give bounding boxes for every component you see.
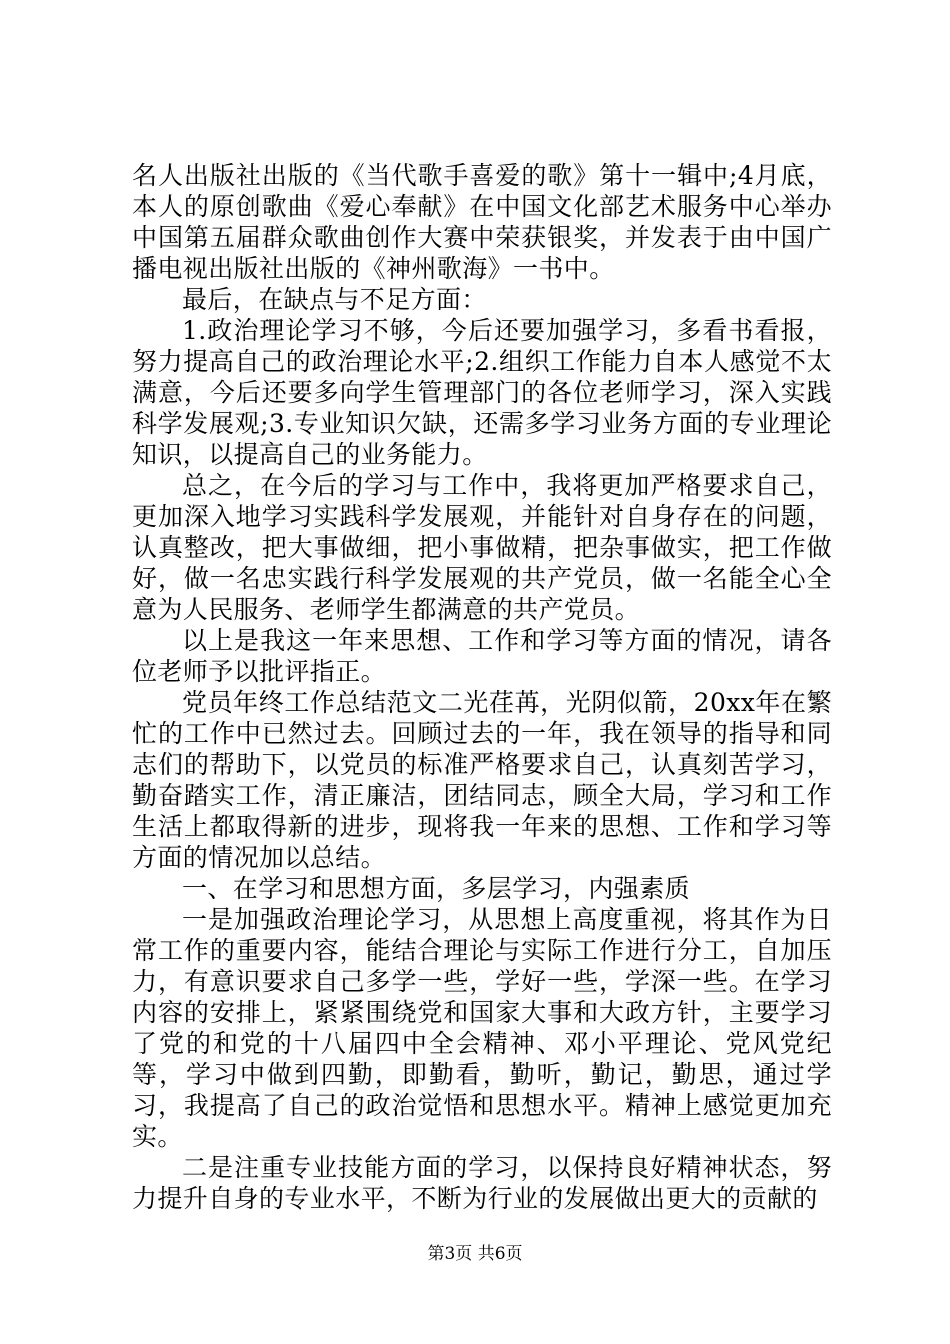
- paragraph-professional-skills: 二是注重专业技能方面的学习，以保持良好精神状态，努力提升自身的专业水平，不断为行业的发展做出更大的贡献的: [132, 1153, 832, 1213]
- document-body: [132, 160, 832, 1214]
- paragraph-shortcomings-list: 1.政治理论学习不够，今后还要加强学习，多看书看报，努力提高自己的政治理论水平;2.组织工作能力自本人感觉不太满意，今后还要多向学生管理部门的各位老师学习，深入实践科学发展观;3.专业知识欠缺，还需多学习业务方面的专业理论知识，以提高自己的业务能力。: [132, 316, 832, 469]
- paragraph-conclusion: 总之，在今后的学习与工作中，我将更加严格要求自己，更加深入地学习实践科学发展观，并能针对自身存在的问题，认真整改，把大事做细，把小事做精，把杂事做实，把工作做好，做一名忠实践行科学发展观的共产党员，做一名能全心全意为人民服务、老师学生都满意的共产党员。: [132, 471, 832, 624]
- section-heading-study-thought: 一、在学习和思想方面，多层学习，内强素质: [182, 874, 691, 903]
- page-number-footer: 第3页 共6页: [427, 1244, 523, 1264]
- paragraph-political-study: 一是加强政治理论学习，从思想上高度重视，将其作为日常工作的重要内容，能结合理论与实际工作进行分工，自加压力，有意识要求自己多学一些，学好一些，学深一些。在学习内容的安排上，紧紧围绕党和国家大事和大政方针，主要学习了党的和党的十八届四中全会精神、邓小平理论、党风党纪等，学习中做到四勤，即勤看，勤听，勤记，勤思，通过学习，我提高了自己的政治觉悟和思想水平。精神上感觉更加充实。: [132, 905, 832, 1151]
- paragraph-sample-two-intro: 党员年终工作总结范文二光荏苒，光阴似箭，20xx年在繁忙的工作中已然过去。回顾过去的一年，我在领导的指导和同志们的帮助下，以党员的标准严格要求自己，认真刻苦学习，勤奋踏实工作，清正廉洁，团结同志，顾全大局，学习和工作生活上都取得新的进步，现将我一年来的思想、工作和学习等方面的情况加以总结。: [132, 688, 832, 872]
- paragraph-continued-songs: 名人出版社出版的《当代歌手喜爱的歌》第十一辑中;4月底，本人的原创歌曲《爱心奉献》在中国文化部艺术服务中心举办中国第五届群众歌曲创作大赛中荣获银奖，并发表于由中国广播电视出版社出版的《神州歌海》一书中。: [132, 161, 832, 283]
- paragraph-closing-remark: 以上是我这一年来思想、工作和学习等方面的情况，请各位老师予以批评指正。: [132, 626, 832, 686]
- paragraph-shortcomings-heading: 最后，在缺点与不足方面：: [182, 285, 487, 314]
